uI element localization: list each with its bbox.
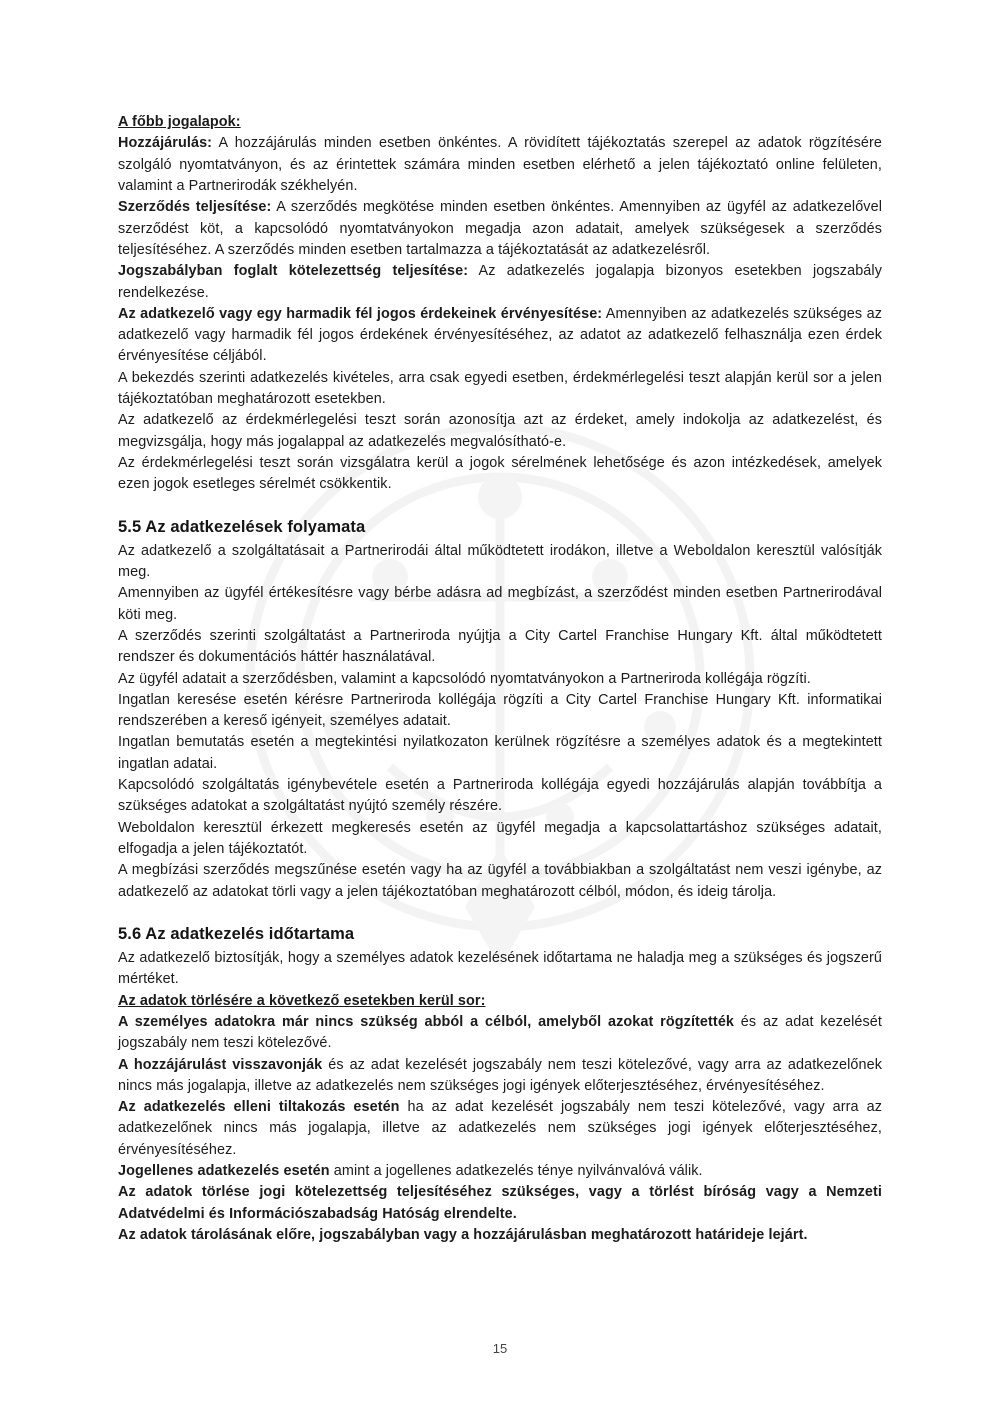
section-5-6-item-6: Az adatok tárolásának előre, jogszabályban vagy a hozzájárulásban meghatározott határideje lejárt. xyxy=(118,1227,808,1243)
section-title-5-6: 5.6 Az adatkezelés időtartama xyxy=(118,924,355,943)
intro-paragraph-1: Hozzájárulás: A hozzájárulás minden esetben önkéntes. A rövidített tájékoztatás szerepel az adatok rögzítésére szolgáló nyomtatványon, és az érintettek számára minden esetben elérhető a jelen tájékoztató online felületen, valamint a Partnerirodák székhelyén. xyxy=(118,135,882,194)
intro-paragraph-5: A bekezdés szerinti adatkezelés kivételes, arra csak egyedi esetben, érdekmérlegelési teszt alapján kerül sor a jelen tájékoztatóban meghatározott esetekben. xyxy=(118,369,882,408)
intro-paragraph-2: Szerződés teljesítése: A szerződés megkötése minden esetben önkéntes. Amennyiben az ügyfél az adatkezelővel szerződést köt, a kapcsolódó nyomtatványokon megadja azon adatait, amelyek szükségesek a szerződés teljesítéséhez. A szerződés minden esetben tartalmazza a tájékoztatását az adatkezelésről. xyxy=(118,199,882,258)
section-title-5-5: 5.5 Az adatkezelések folyamata xyxy=(118,517,366,536)
section-5-6-item-1: A személyes adatokra már nincs szükség abból a célból, amelyből azokat rögzítették és az adat kezelését jogszabály nem teszi kötelezővé. xyxy=(118,1013,883,1052)
section-5-5-paragraph-6: Ingatlan bemutatás esetén a megtekintési nyilatkozaton kerülnek rögzítésre a személyes adatok és a megtekintett ingatlan adatai. xyxy=(118,734,882,772)
intro-paragraph-7: Az érdekmérlegelési teszt során vizsgálatra kerül a jogok sérelmének lehetősége és azon intézkedések, amelyek ezen jogok esetleges sérelmét csökkentik. xyxy=(118,455,882,493)
section-5-6-item-4: Jogellenes adatkezelés esetén amint a jogellenes adatkezelés ténye nyilvánvalóvá válik. xyxy=(118,1163,703,1180)
section-5-6-list-heading: Az adatok törlésére a következő esetekben kerül sor: xyxy=(118,992,486,1009)
section-5-6-intro: Az adatkezelő biztosítják, hogy a személyes adatok kezelésének időtartama ne haladja meg a szükséges és jogszerű mértéket. xyxy=(118,949,882,988)
intro-paragraph-4: Az adatkezelő vagy egy harmadik fél jogos érdekeinek érvényesítése: Amennyiben az adatkezelés szükséges az adatkezelő vagy harmadik fél jogos érdekének érvényesítéséhez, az adatot az adatkezelő felhasználja ezen érdek érvényesítése céljából. xyxy=(118,305,882,365)
section-5-5-paragraph-4: Az ügyfél adatait a szerződésben, valamint a kapcsolódó nyomtatványokon a Partneriroda kollégája rögzíti. xyxy=(118,670,811,687)
section-5-5-paragraph-5: Ingatlan keresése esetén kérésre Partneriroda kollégája rögzíti a City Cartel Franchise Hungary Kft. informatikai rendszerében a kereső igényeit, személyes adatait. xyxy=(118,691,882,730)
section-5-5-paragraph-3: A szerződés szerinti szolgáltatást a Partneriroda nyújtja a City Cartel Franchise Hungary Kft. által működtetett rendszer és dokumentációs háttér használatával. xyxy=(118,627,882,666)
section-5-5-paragraph-9: A megbízási szerződés megszűnése esetén vagy ha az ügyfél a továbbiakban a szolgáltatást nem veszi igénybe, az adatkezelő az adatokat törli vagy a jelen tájékoztatóban meghatározott célból, módon, és ideig tárolja. xyxy=(118,862,882,900)
page-number: 15 xyxy=(492,1341,508,1356)
intro-paragraph-3: Jogszabályban foglalt kötelezettség teljesítése: Az adatkezelés jogalapja bizonyos esetekben jogszabály rendelkezése. xyxy=(118,263,882,301)
section-5-6-item-5: Az adatok törlése jogi kötelezettség teljesítéséhez szükséges, vagy a törlést bíróság vagy a Nemzeti Adatvédelmi és Információszabadság Hatóság elrendelte. xyxy=(118,1184,882,1222)
intro-heading: A főbb jogalapok: xyxy=(118,114,241,130)
intro-paragraph-6: Az adatkezelő az érdekmérlegelési teszt során azonosítja azt az érdeket, amely indokolja az adatkezelést, és megvizsgálja, hogy más jogalappal az adatkezelés megvalósítható-e. xyxy=(118,412,882,450)
section-5-5-paragraph-7: Kapcsolódó szolgáltatás igénybevétele esetén a Partneriroda kollégája egyedi hozzájárulás alapján továbbítja a szükséges adatokat a szolgáltatást nyújtó személy részére. xyxy=(118,777,882,815)
section-5-5-paragraph-8: Weboldalon keresztül érkezett megkeresés esetén az ügyfél megadja a kapcsolattartáshoz szükséges adatait, elfogadja a jelen tájékoztatót. xyxy=(118,819,882,857)
section-5-6-item-3: Az adatkezelés elleni tiltakozás esetén ha az adat kezelését jogszabály nem teszi kötelezővé, vagy arra az adatkezelőnek nincs más jogalapja, illetve az adatkezelés nem szükséges jogi igények előterjesztéséhez, érvényesítéséhez. xyxy=(118,1099,882,1158)
section-5-5-paragraph-1: Az adatkezelő a szolgáltatásait a Partnerirodái által működtetett irodákon, illetve a Weboldalon keresztül valósítják meg. xyxy=(118,542,882,580)
section-5-6-item-2: A hozzájárulást visszavonják és az adat kezelését jogszabály nem teszi kötelezővé, vagy arra az adatkezelőnek nincs más jogalapja, illetve az adatkezelés nem szükséges jogi igények előterjesztéséhez, érvényesítéséhez. xyxy=(118,1056,882,1094)
section-5-5-paragraph-2: Amennyiben az ügyfél értékesítésre vagy bérbe adásra ad megbízást, a szerződést minden esetben Partnerirodával köti meg. xyxy=(118,585,882,623)
